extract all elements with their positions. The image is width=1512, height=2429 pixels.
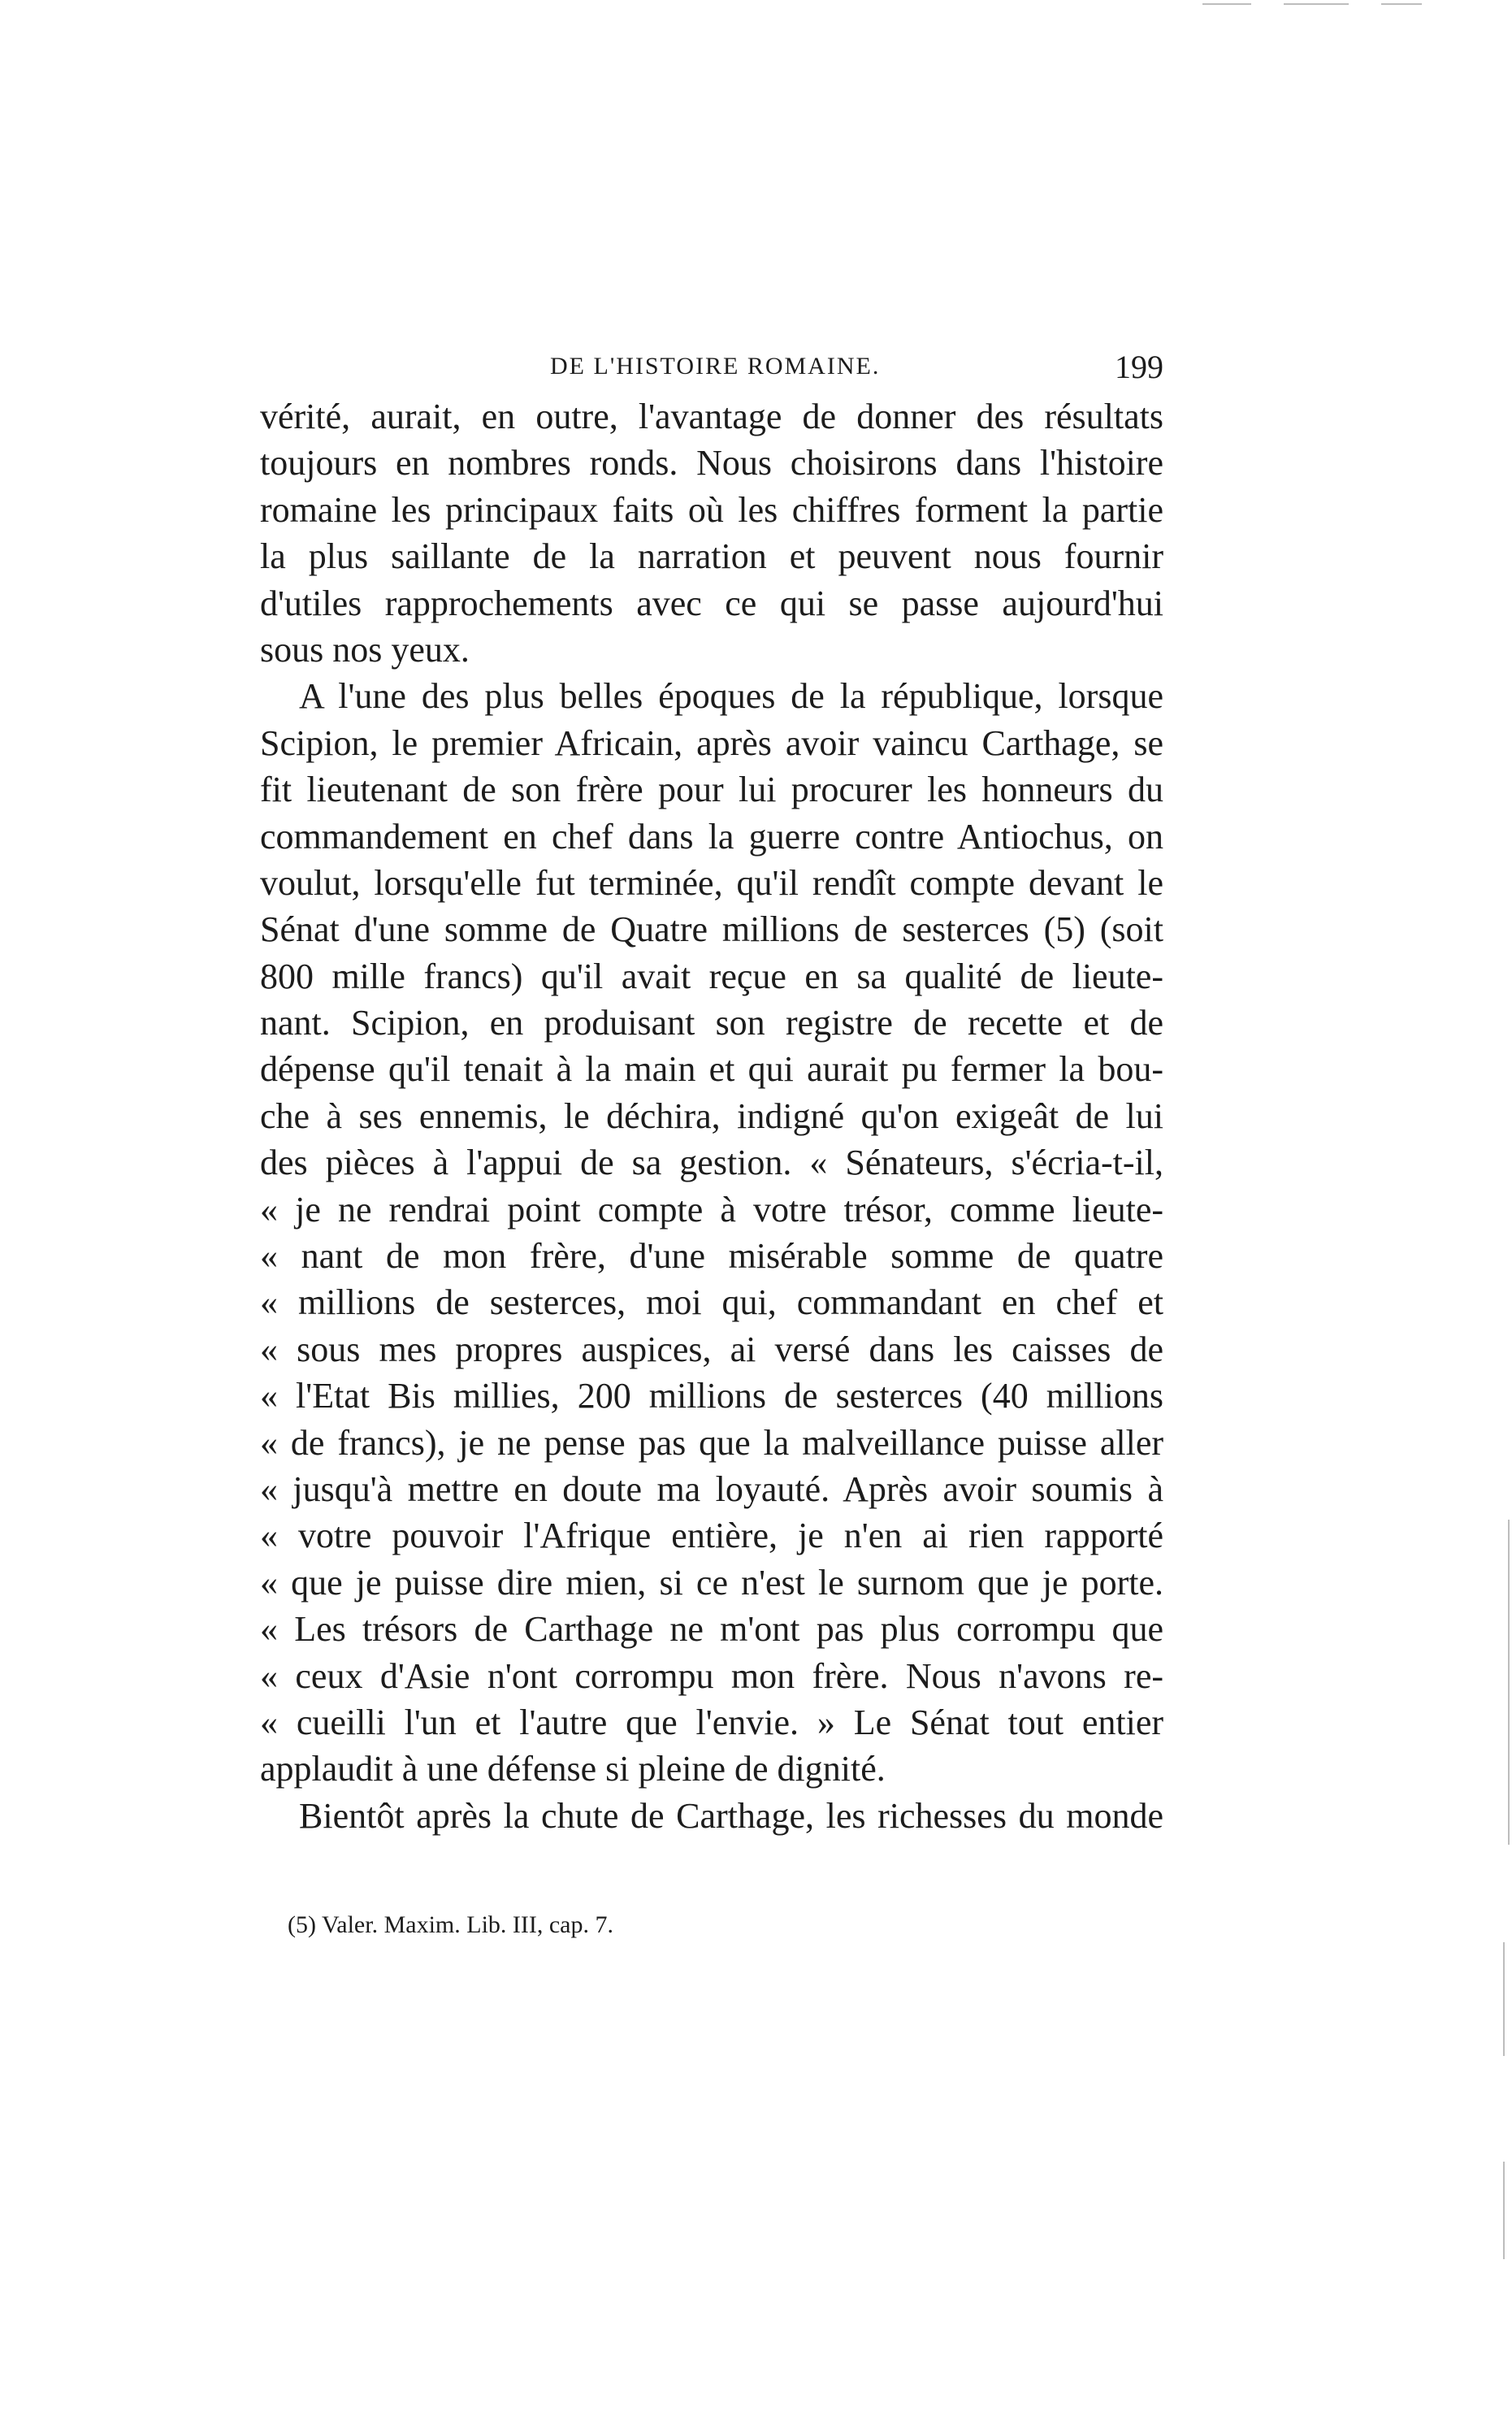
page-number: 199 bbox=[1115, 349, 1163, 385]
text-line: « je ne rendrai point compte à votre trésor, comme lieute- bbox=[260, 1189, 1163, 1230]
text-line: « sous mes propres auspices, ai versé dans les caisses de bbox=[260, 1329, 1163, 1369]
running-header bbox=[260, 348, 1163, 393]
text-line: applaudit à une défense si pleine de dignité. bbox=[260, 1749, 886, 1789]
text-line: voulut, lorsqu'elle fut terminée, qu'il rendît compte devant le bbox=[260, 862, 1163, 903]
text-line: nant. Scipion, en produisant son registre de recette et de bbox=[260, 1003, 1163, 1043]
text-line: « votre pouvoir l'Afrique entière, je n'en ai rien rapporté bbox=[260, 1516, 1163, 1556]
text-line: la plus saillante de la narration et peuvent nous fournir bbox=[260, 536, 1163, 577]
text-line: che à ses ennemis, le déchira, indigné qu'on exigeât de lui bbox=[260, 1095, 1163, 1136]
text-line: d'utiles rapprochements avec ce qui se passe aujourd'hui bbox=[260, 583, 1163, 623]
text-line: 800 mille francs) qu'il avait reçue en sa qualité de lieute- bbox=[260, 956, 1163, 996]
footnote: (5) Valer. Maxim. Lib. III, cap. 7. bbox=[288, 1911, 614, 1938]
text-line: romaine les principaux faits où les chiffres forment la partie bbox=[260, 489, 1163, 530]
text-line: « nant de mon frère, d'une misérable somme de quatre bbox=[260, 1236, 1163, 1277]
running-title: DE L'HISTOIRE ROMAINE. bbox=[550, 353, 881, 380]
text-line: « de francs), je ne pense pas que la malveillance puisse aller bbox=[260, 1422, 1163, 1463]
text-line: sous nos yeux. bbox=[260, 629, 470, 670]
text-line: A l'une des plus belles époques de la république, lorsque bbox=[299, 676, 1163, 717]
scan-mark-right-1 bbox=[1508, 1520, 1510, 1845]
scan-mark-top-3 bbox=[1381, 3, 1422, 5]
text-line: vérité, aurait, en outre, l'avantage de donner des résultats bbox=[260, 397, 1163, 436]
text-line: « cueilli l'un et l'autre que l'envie. » Le Sénat tout entier bbox=[260, 1702, 1163, 1742]
text-line: dépense qu'il tenait à la main et qui aurait pu fermer la bou- bbox=[260, 1049, 1163, 1090]
scan-mark-right-2 bbox=[1503, 1942, 1505, 2056]
text-line: « millions de sesterces, moi qui, commandant en chef et bbox=[260, 1282, 1163, 1323]
text-line: Sénat d'une somme de Quatre millions de sesterces (5) (soit bbox=[260, 909, 1163, 950]
text-line: « jusqu'à mettre en doute ma loyauté. Après avoir soumis à bbox=[260, 1468, 1163, 1509]
scan-mark-right-3 bbox=[1503, 2162, 1505, 2259]
text-line: Bientôt après la chute de Carthage, les richesses du monde bbox=[299, 1795, 1163, 1836]
scan-mark-top-1 bbox=[1202, 3, 1251, 5]
text-line: « l'Etat Bis millies, 200 millions de sesterces (40 millions bbox=[260, 1376, 1163, 1416]
text-line: fit lieutenant de son frère pour lui procurer les honneurs du bbox=[260, 770, 1163, 810]
text-line: « Les trésors de Carthage ne m'ont pas plus corrompu que bbox=[260, 1609, 1163, 1650]
text-line: « que je puisse dire mien, si ce n'est le surnom que je porte. bbox=[260, 1562, 1163, 1603]
text-line: Scipion, le premier Africain, après avoir vaincu Carthage, se bbox=[260, 722, 1163, 763]
body-text bbox=[260, 393, 1163, 1839]
text-line: des pièces à l'appui de sa gestion. « Sénateurs, s'écria-t-il, bbox=[260, 1143, 1163, 1183]
text-line: toujours en nombres ronds. Nous choisirons dans l'histoire bbox=[260, 443, 1163, 484]
scan-mark-top-2 bbox=[1284, 3, 1349, 5]
text-line: commandement en chef dans la guerre contre Antiochus, on bbox=[260, 816, 1163, 857]
text-line: « ceux d'Asie n'ont corrompu mon frère. Nous n'avons re- bbox=[260, 1655, 1163, 1696]
